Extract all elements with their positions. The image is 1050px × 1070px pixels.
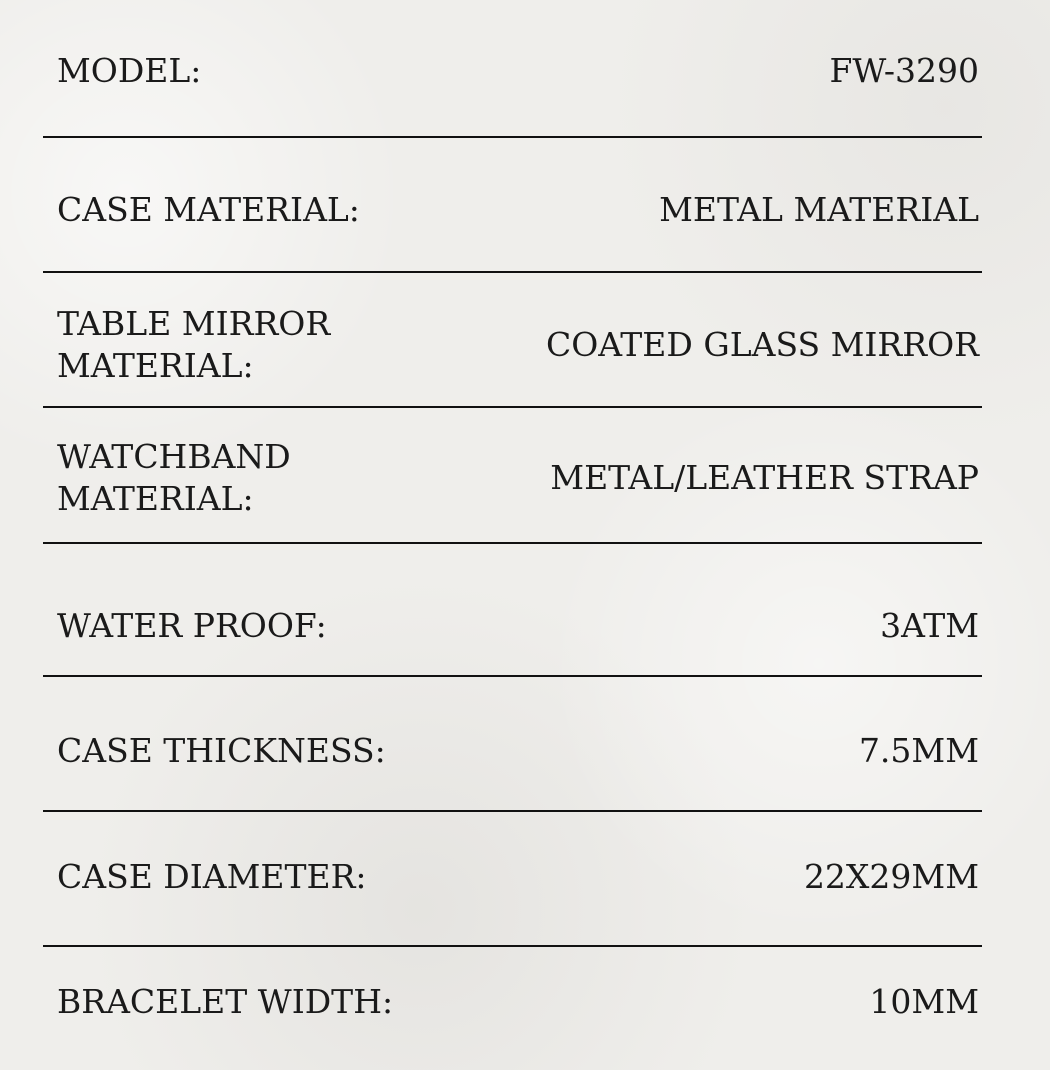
spec-divider: [43, 675, 982, 677]
spec-row-case-material: [57, 185, 979, 235]
spec-label: WATER PROOF:: [57, 606, 327, 645]
spec-label: WATCHBAND MATERIAL:: [57, 437, 291, 518]
spec-value: COATED GLASS MIRROR: [545, 325, 979, 364]
spec-divider: [43, 136, 982, 138]
spec-row-model: [57, 46, 979, 96]
spec-divider: [43, 271, 982, 273]
spec-row-water-proof: [57, 601, 979, 651]
spec-value: 7.5MM: [858, 731, 979, 770]
spec-divider: [43, 810, 982, 812]
spec-label: TABLE MIRROR MATERIAL:: [57, 304, 331, 385]
spec-divider: [43, 406, 982, 408]
spec-row-case-diameter: [57, 852, 979, 902]
spec-label: MODEL:: [57, 51, 202, 90]
spec-divider: [43, 542, 982, 544]
spec-row-bracelet-width: [57, 977, 979, 1027]
spec-label: CASE THICKNESS:: [57, 731, 386, 770]
spec-value: FW-3290: [829, 51, 979, 90]
spec-label: CASE DIAMETER:: [57, 857, 367, 896]
spec-row-case-thickness: [57, 726, 979, 776]
spec-value: 3ATM: [880, 606, 979, 645]
spec-value: METAL MATERIAL: [659, 190, 979, 229]
spec-value: 22X29MM: [803, 857, 979, 896]
spec-label: CASE MATERIAL:: [57, 190, 360, 229]
spec-divider: [43, 945, 982, 947]
spec-value: 10MM: [869, 982, 979, 1021]
spec-row-watchband-material: [57, 433, 979, 523]
spec-value: METAL/LEATHER STRAP: [550, 458, 979, 497]
spec-label: BRACELET WIDTH:: [57, 982, 394, 1021]
spec-row-table-mirror-material: [57, 302, 979, 388]
